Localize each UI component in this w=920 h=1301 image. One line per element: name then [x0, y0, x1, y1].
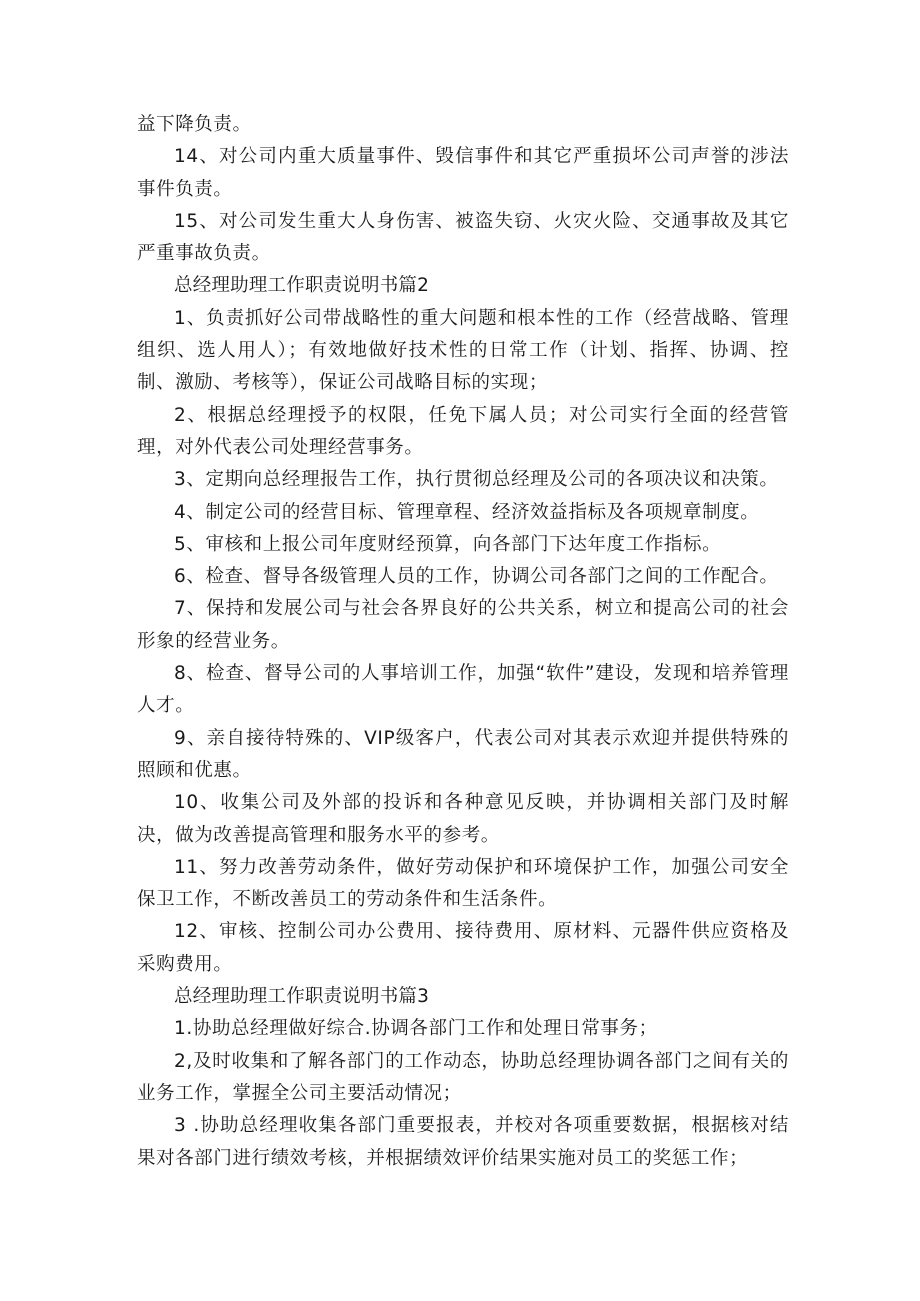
paragraph-item-11: 11、努力改善劳动条件，做好劳动保护和环境保护工作，加强公司安全保卫工作，不断改善员工的劳动条件和生活条件。 — [137, 856, 789, 911]
paragraph-item-1: 1.协助总经理做好综合.协调各部门工作和处理日常事务； — [174, 1018, 658, 1040]
section-heading-3: 总经理助理工作职责说明书篇3 — [174, 986, 430, 1008]
paragraph-item-5: 5、审核和上报公司年度财经预算，向各部门下达年度工作指标。 — [174, 533, 722, 555]
paragraph-item-9: 9、亲自接待特殊的、VIP级客户，代表公司对其表示欢迎并提供特殊的照顾和优惠。 — [137, 727, 789, 781]
paragraph-item-14: 14、对公司内重大质量事件、毁信事件和其它严重损坏公司声誉的涉法事件负责。 — [137, 146, 789, 200]
document-body — [137, 109, 789, 1175]
paragraph-item-4: 4、制定公司的经营目标、管理章程、经济效益指标及各项规章制度。 — [174, 501, 760, 523]
paragraph-item-10: 10、收集公司及外部的投诉和各种意见反映，并协调相关部门及时解决，做为改善提高管理和服务水平的参考。 — [137, 792, 789, 846]
paragraph-item-12: 12、审核、控制公司办公费用、接待费用、原材料、元器件供应资格及采购费用。 — [137, 921, 789, 975]
paragraph-item-3: 3、定期向总经理报告工作，执行贯彻总经理及公司的各项决议和决策。 — [174, 469, 779, 491]
paragraph-item-8: 8、检查、督导公司的人事培训工作，加强“软件”建设，发现和培养管理人才。 — [137, 663, 789, 717]
paragraph-item-2: 2,及时收集和了解各部门的工作动态，协助总经理协调各部门之间有关的业务工作，掌握全公司主要活动情况； — [137, 1050, 789, 1104]
section-heading-2: 总经理助理工作职责说明书篇2 — [174, 275, 430, 297]
paragraph-item-3: 3 .协助总经理收集各部门重要报表，并校对各项重要数据，根据核对结果对各部门进行绩效考核，并根据绩效评价结果实施对员工的奖惩工作； — [137, 1115, 789, 1169]
paragraph-continuation: 益下降负责。 — [137, 114, 252, 135]
paragraph-item-6: 6、检查、督导各级管理人员的工作，协调公司各部门之间的工作配合。 — [174, 566, 779, 588]
paragraph-item-7: 7、保持和发展公司与社会各界良好的公共关系，树立和提高公司的社会形象的经营业务。 — [137, 598, 789, 652]
paragraph-item-15: 15、对公司发生重大人身伤害、被盗失窃、火灾火险、交通事故及其它严重事故负责。 — [137, 210, 789, 265]
paragraph-item-2: 2、根据总经理授予的权限，任免下属人员；对公司实行全面的经营管理，对外代表公司处理经营事务。 — [137, 404, 789, 458]
paragraph-item-1: 1、负责抓好公司带战略性的重大问题和根本性的工作（经营战略、管理组织、选人用人）；有效地做好技术性的日常工作（计划、指挥、协调、控制、激励、考核等），保证公司战略目标的实现； — [137, 307, 789, 394]
